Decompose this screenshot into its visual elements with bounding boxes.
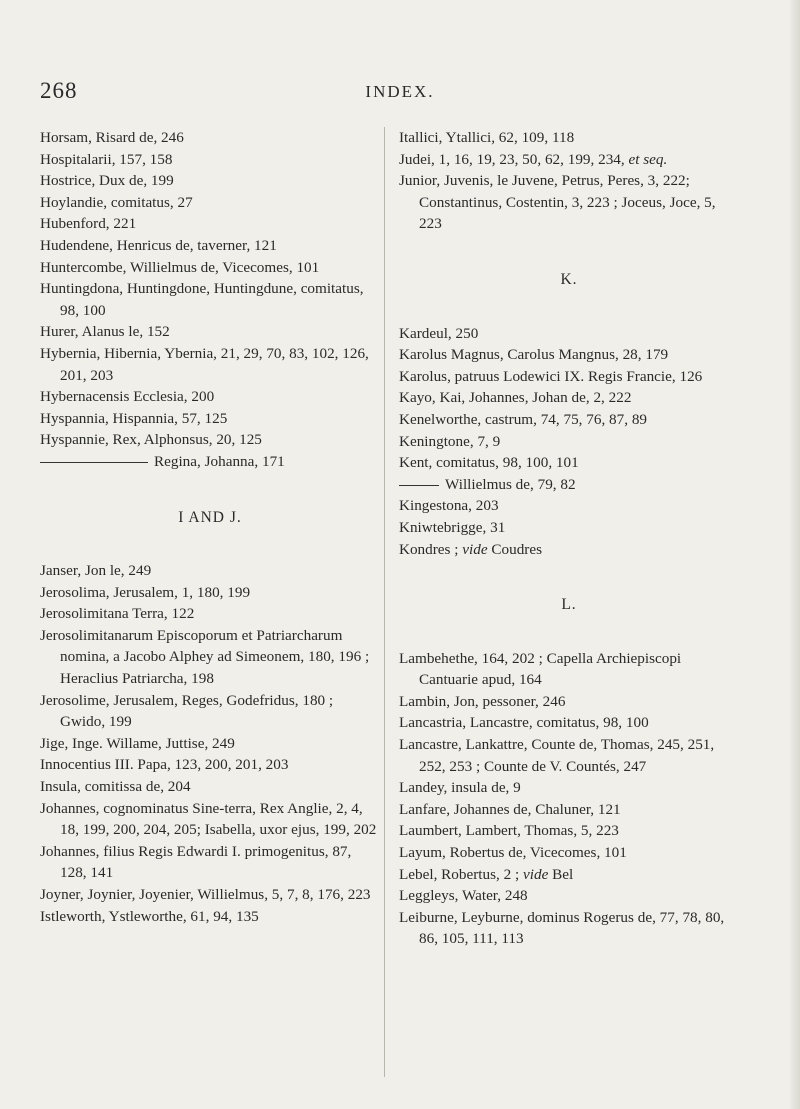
index-entry: Junior, Juvenis, le Juvene, Petrus, Peres, 3, 222; Constantinus, Costentin, 3, 223 ; Joceus, Joce, 5, 223 — [399, 172, 716, 233]
page-edge — [790, 0, 800, 1109]
ditto-rule — [399, 485, 439, 486]
index-entry: Kent, comitatus, 98, 100, 101 — [399, 454, 579, 472]
index-entry: Hyspannia, Hispannia, 57, 125 — [40, 409, 228, 427]
page-header — [0, 78, 800, 108]
index-entry: Karolus Magnus, Carolus Mangnus, 28, 179 — [399, 346, 669, 364]
index-entry: Kayo, Kai, Johannes, Johan de, 2, 222 — [399, 389, 632, 407]
index-entry: Jerosolimitana Terra, 122 — [40, 605, 195, 623]
index-entry: Lancastre, Lankattre, Counte de, Thomas, 245, 251, 252, 253 ; Counte de V. Countés, 247 — [399, 736, 715, 775]
index-entry: Kardeul, 250 — [399, 324, 479, 342]
ditto-rule — [40, 462, 148, 463]
index-entry: Judei, 1, 16, 19, 23, 50, 62, 199, 234, et seq. — [399, 150, 668, 168]
index-column-right — [399, 127, 739, 950]
index-entry: Innocentius III. Papa, 123, 200, 201, 203 — [40, 756, 289, 774]
index-column-left — [40, 127, 380, 927]
index-entry: Hubenford, 221 — [40, 215, 137, 233]
index-entry: Lancastria, Lancastre, comitatus, 98, 100 — [399, 714, 649, 732]
index-entry: Jerosolimitanarum Episcoporum et Patriarcharum nomina, a Jacobo Alphey ad Simeonem, 180, 196 ; Heraclius Patriarcha, 198 — [40, 626, 370, 688]
index-entry: Huntercombe, Willielmus de, Vicecomes, 101 — [40, 258, 320, 276]
index-entry: Johannes, filius Regis Edwardi I. primogenitus, 87, 128, 141 — [40, 842, 352, 882]
section-heading: L. — [561, 596, 577, 614]
index-entry: Lebel, Robertus, 2 ; vide Bel — [399, 865, 574, 883]
index-entry: Jerosolima, Jerusalem, 1, 180, 199 — [40, 583, 251, 601]
section-heading: K. — [560, 270, 578, 288]
column-divider — [384, 127, 385, 1077]
italic-ref: et seq. — [628, 150, 668, 168]
running-head: INDEX. — [365, 82, 435, 101]
index-entry: Horsam, Risard de, 246 — [40, 129, 184, 146]
index-entry: Jerosolime, Jerusalem, Reges, Godefridus, 180 ; Gwido, 199 — [40, 691, 334, 731]
index-entry: Hostrice, Dux de, 199 — [40, 172, 174, 190]
index-entry: Jige, Inge. Willame, Juttise, 249 — [40, 734, 235, 752]
index-entry: Hospitalarii, 157, 158 — [40, 150, 173, 168]
index-entry: Regina, Johanna, 171 — [40, 451, 380, 473]
index-entry: Istleworth, Ystleworthe, 61, 94, 135 — [40, 907, 259, 925]
index-entry: Laumbert, Lambert, Thomas, 5, 223 — [399, 822, 619, 840]
index-entry: Hybernia, Hibernia, Ybernia, 21, 29, 70, 83, 102, 126, 201, 203 — [40, 344, 369, 384]
italic-ref: vide — [523, 865, 549, 883]
index-entry: Willielmus de, 79, 82 — [399, 474, 739, 496]
index-entry: Hudendene, Henricus de, taverner, 121 — [40, 236, 277, 254]
index-entry: Leiburne, Leyburne, dominus Rogerus de, 77, 78, 80, 86, 105, 111, 113 — [399, 908, 725, 948]
index-entry: Landey, insula de, 9 — [399, 779, 521, 797]
index-entry: Keningtone, 7, 9 — [399, 432, 501, 450]
index-entry: Lambehethe, 164, 202 ; Capella Archiepiscopi Cantuarie apud, 164 — [399, 649, 682, 689]
index-entry: Leggleys, Water, 248 — [399, 887, 528, 905]
index-entry: Hoylandie, comitatus, 27 — [40, 193, 193, 211]
index-entry: Layum, Robertus de, Vicecomes, 101 — [399, 844, 627, 862]
index-entry: Kenelworthe, castrum, 74, 75, 76, 87, 89 — [399, 410, 648, 428]
index-entry: Joyner, Joynier, Joyenier, Willielmus, 5, 7, 8, 176, 223 — [40, 886, 371, 903]
index-entry: Hurer, Alanus le, 152 — [40, 323, 170, 341]
index-entry: Insula, comitissa de, 204 — [40, 778, 191, 796]
index-entry: Kondres ; vide Coudres — [399, 540, 542, 558]
index-entry: Itallici, Ytallici, 62, 109, 118 — [399, 129, 575, 146]
page-number: 268 — [40, 78, 78, 103]
index-entry: Lambin, Jon, pessoner, 246 — [399, 692, 566, 710]
index-entry: Kingestona, 203 — [399, 497, 499, 515]
index-entry: Karolus, patruus Lodewici IX. Regis Francie, 126 — [399, 367, 703, 385]
index-entry: Hybernacensis Ecclesia, 200 — [40, 388, 215, 406]
italic-ref: vide — [462, 540, 488, 558]
index-entry: Huntingdona, Huntingdone, Huntingdune, comitatus, 98, 100 — [40, 280, 364, 319]
index-entry: Johannes, cognominatus Sine-terra, Rex Anglie, 2, 4, 18, 199, 200, 204, 205; Isabella, uxor ejus, 199, 202 — [40, 799, 377, 839]
index-entry: Hyspannie, Rex, Alphonsus, 20, 125 — [40, 431, 262, 449]
section-heading: I AND J. — [178, 508, 242, 526]
index-entry: Janser, Jon le, 249 — [40, 562, 152, 580]
index-entry: Kniwtebrigge, 31 — [399, 518, 506, 536]
index-entry: Lanfare, Johannes de, Chaluner, 121 — [399, 800, 621, 818]
